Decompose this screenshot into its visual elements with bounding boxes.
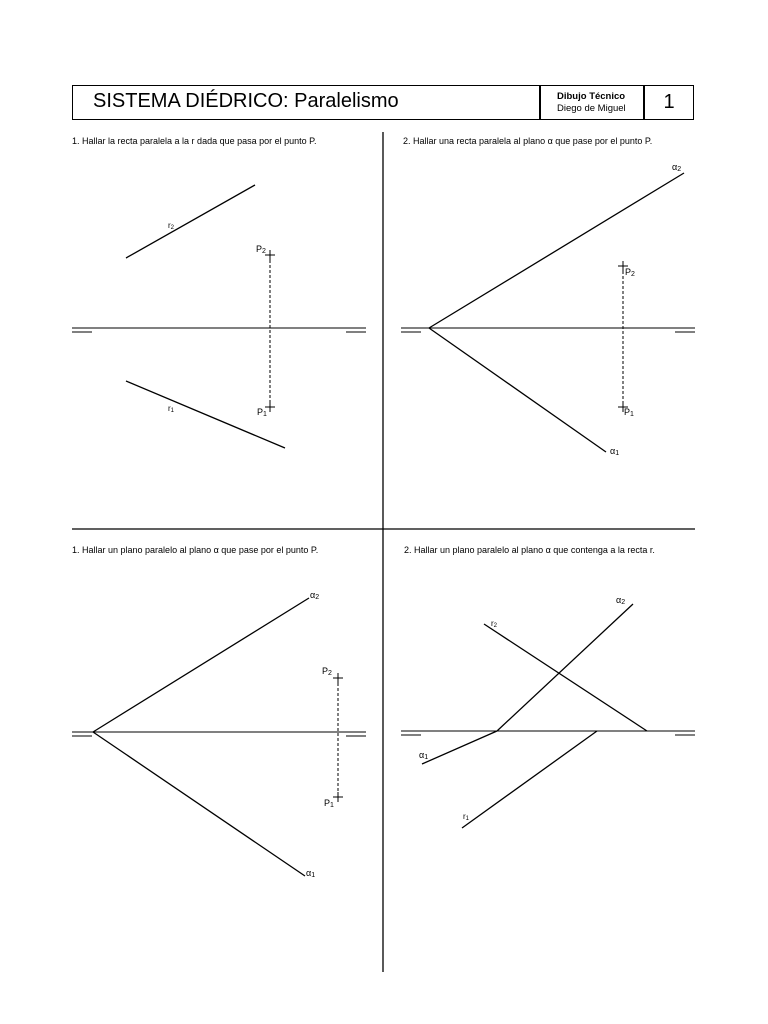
exercise-3-statement: 1. Hallar un plano paralelo al plano α que pase por el punto P. [72,545,319,555]
trace-alpha2 [93,598,309,732]
sheet-number: 1 [663,91,675,113]
exercise-1-statement: 1. Hallar la recta paralela a la r dada que pasa por el punto P. [72,136,317,146]
page-title: SISTEMA DIÉDRICO: Paralelismo [93,90,399,112]
author-label: Diego de Miguel [557,103,626,114]
trace-alpha2 [497,604,633,731]
line-r2 [126,185,255,258]
label-P2: P2 [322,666,332,677]
label-alpha1: α1 [306,868,316,879]
point-P2-mark [265,250,275,260]
point-P2-mark [333,673,343,683]
exercise-3-drawing [72,590,366,879]
line-r1 [462,731,597,828]
label-P2: P2 [256,244,266,255]
label-P2: P2 [625,267,635,278]
label-alpha1: α1 [419,750,429,761]
exercise-4-drawing [401,595,695,828]
label-P1: P1 [257,407,267,418]
trace-alpha2 [429,173,684,328]
subject-label: Dibujo Técnico [557,91,626,102]
exercise-2-statement: 2. Hallar una recta paralela al plano α que pase por el punto P. [403,136,653,146]
line-r2 [484,624,647,731]
trace-alpha1 [422,731,497,764]
label-alpha1: α1 [610,446,620,457]
point-P1-mark [333,792,343,802]
label-r2: r2 [168,221,175,231]
label-P1: P1 [324,798,334,809]
exercise-2-drawing [401,162,695,457]
label-alpha2: α2 [616,595,626,606]
trace-alpha1 [429,328,606,452]
exercise-4-statement: 2. Hallar un plano paralelo al plano α que contenga a la recta r. [404,545,655,555]
trace-alpha1 [93,732,305,876]
exercise-1-drawing [72,185,366,448]
label-alpha2: α2 [310,590,320,601]
label-P1: P1 [624,407,634,418]
label-r1: r1 [463,812,470,822]
label-alpha2: α2 [672,162,682,173]
label-r2: r2 [491,619,498,629]
label-r1: r1 [168,404,175,414]
